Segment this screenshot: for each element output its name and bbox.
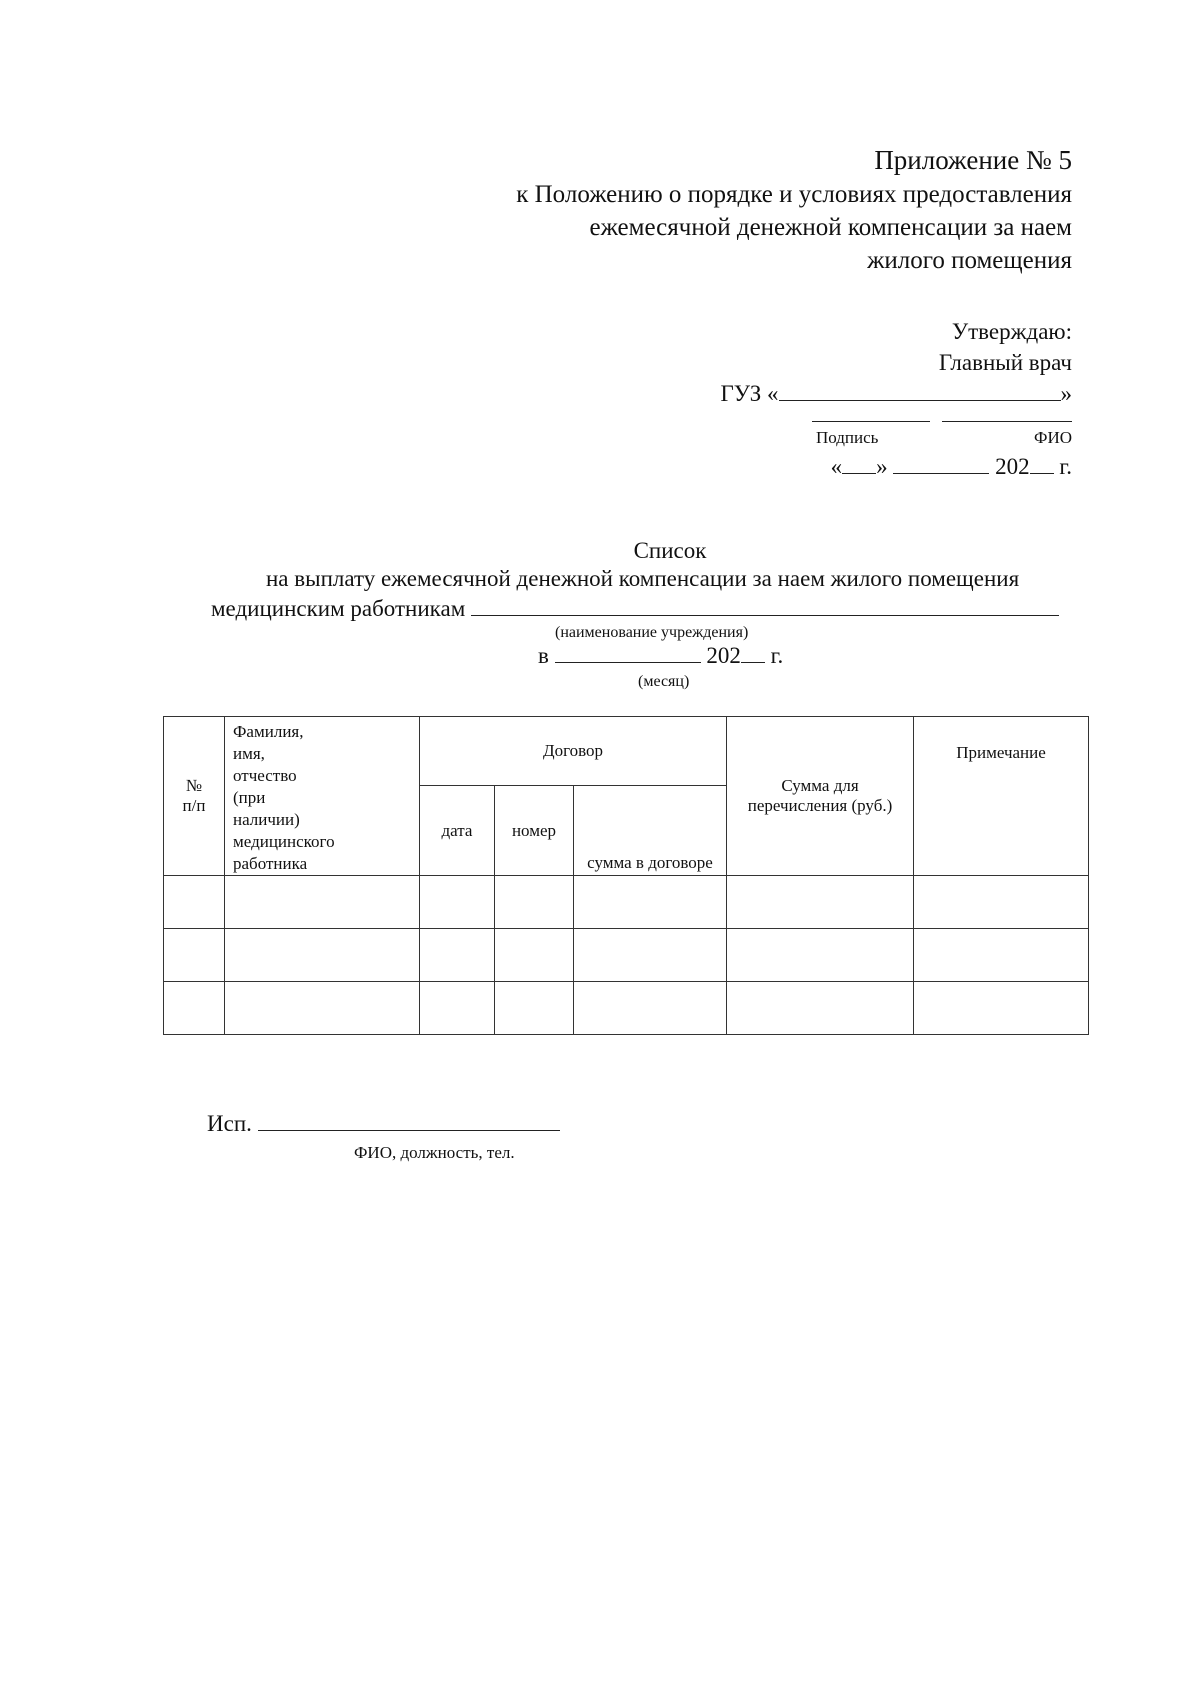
table-cell[interactable] (420, 876, 495, 929)
table-cell[interactable] (225, 929, 420, 982)
header-note: Примечание (914, 717, 1089, 876)
org-suffix: » (1060, 381, 1072, 406)
table-cell[interactable] (164, 929, 225, 982)
header-num-pp: п/п (182, 796, 206, 815)
document-title: Список (633, 538, 707, 563)
table-cell[interactable] (495, 929, 574, 982)
table-cell[interactable] (914, 876, 1089, 929)
appendix-header (372, 142, 1072, 277)
year-suffix: г. (1059, 454, 1072, 479)
table-cell[interactable] (727, 982, 914, 1035)
approver-position: Главный врач (938, 350, 1072, 375)
recipients-line (211, 596, 1059, 622)
header-num (164, 717, 225, 876)
period-line (538, 643, 783, 669)
period-year-suffix: г. (770, 643, 784, 668)
table-cell[interactable] (574, 982, 727, 1035)
period-year-field[interactable] (741, 662, 765, 663)
signature-lines (812, 405, 1072, 425)
fio-line-5: работника (233, 854, 308, 873)
signature-caption: Подпись (816, 428, 879, 447)
institution-field[interactable] (471, 615, 1059, 616)
fio-line-3: наличии) (233, 810, 300, 829)
fio-word-1: Фамилия, (233, 722, 304, 741)
table-cell[interactable] (495, 982, 574, 1035)
day-field[interactable] (842, 473, 876, 474)
header-amount: Сумма для перечисления (руб.) (727, 717, 914, 876)
table-cell[interactable] (164, 876, 225, 929)
executor-field[interactable] (258, 1130, 560, 1131)
table-cell[interactable] (225, 876, 420, 929)
header-contract: Договор (420, 717, 727, 786)
executor-label: Исп. (207, 1111, 252, 1136)
org-name-field[interactable] (779, 400, 1061, 401)
table-cell[interactable] (727, 876, 914, 929)
approve-label: Утверждаю: (951, 319, 1072, 344)
fio-caption: ФИО (1034, 428, 1072, 447)
period-month-field[interactable] (555, 662, 701, 663)
month-caption: (месяц) (638, 673, 690, 690)
executor-caption: ФИО, должность, тел. (354, 1143, 515, 1162)
table-cell[interactable] (225, 982, 420, 1035)
recipients-label: медицинским работникам (211, 596, 466, 621)
table-row (164, 982, 1089, 1035)
fio-word-3: отчество (233, 766, 297, 785)
table-cell[interactable] (727, 929, 914, 982)
period-year: 202 (706, 643, 741, 668)
header-number: номер (495, 786, 574, 876)
org-prefix: ГУЗ « (720, 381, 779, 406)
table-row (164, 876, 1089, 929)
appendix-number: Приложение № 5 (874, 145, 1072, 175)
signature-field[interactable] (812, 421, 930, 422)
institution-caption: (наименование учреждения) (555, 624, 749, 641)
fio-word-2: имя, (233, 744, 265, 763)
approval-date (831, 454, 1072, 480)
date-open-quote: « (830, 454, 843, 479)
header-date: дата (420, 786, 495, 876)
date-close-quote: » (876, 454, 888, 479)
appendix-line-2: ежемесячной денежной компенсации за наем (589, 214, 1072, 241)
table-cell[interactable] (420, 982, 495, 1035)
approval-block (572, 316, 1072, 409)
year-field[interactable] (1030, 473, 1054, 474)
period-prefix: в (538, 643, 549, 668)
header-sum: сумма в договоре (574, 786, 727, 876)
table-cell[interactable] (914, 929, 1089, 982)
document-subtitle: на выплату ежемесячной денежной компенсации за наем жилого помещения (266, 566, 1020, 591)
table-row (164, 929, 1089, 982)
appendix-line-1: к Положению о порядке и условиях предоставления (516, 181, 1072, 208)
header-fio (225, 717, 420, 876)
year-prefix: 202 (995, 454, 1030, 479)
table-cell[interactable] (574, 876, 727, 929)
table-cell[interactable] (495, 876, 574, 929)
payment-table (163, 716, 1089, 1035)
month-field[interactable] (893, 473, 989, 474)
header-num-sign: № (185, 776, 203, 795)
fio-line-4: медицинского (233, 832, 335, 851)
table-cell[interactable] (574, 929, 727, 982)
appendix-line-3: жилого помещения (867, 247, 1072, 274)
table-cell[interactable] (420, 929, 495, 982)
table-cell[interactable] (164, 982, 225, 1035)
table-cell[interactable] (914, 982, 1089, 1035)
fio-field[interactable] (942, 421, 1072, 422)
executor-line (207, 1111, 560, 1137)
table-header-row (164, 717, 1089, 786)
fio-word-4: (при (233, 788, 266, 807)
